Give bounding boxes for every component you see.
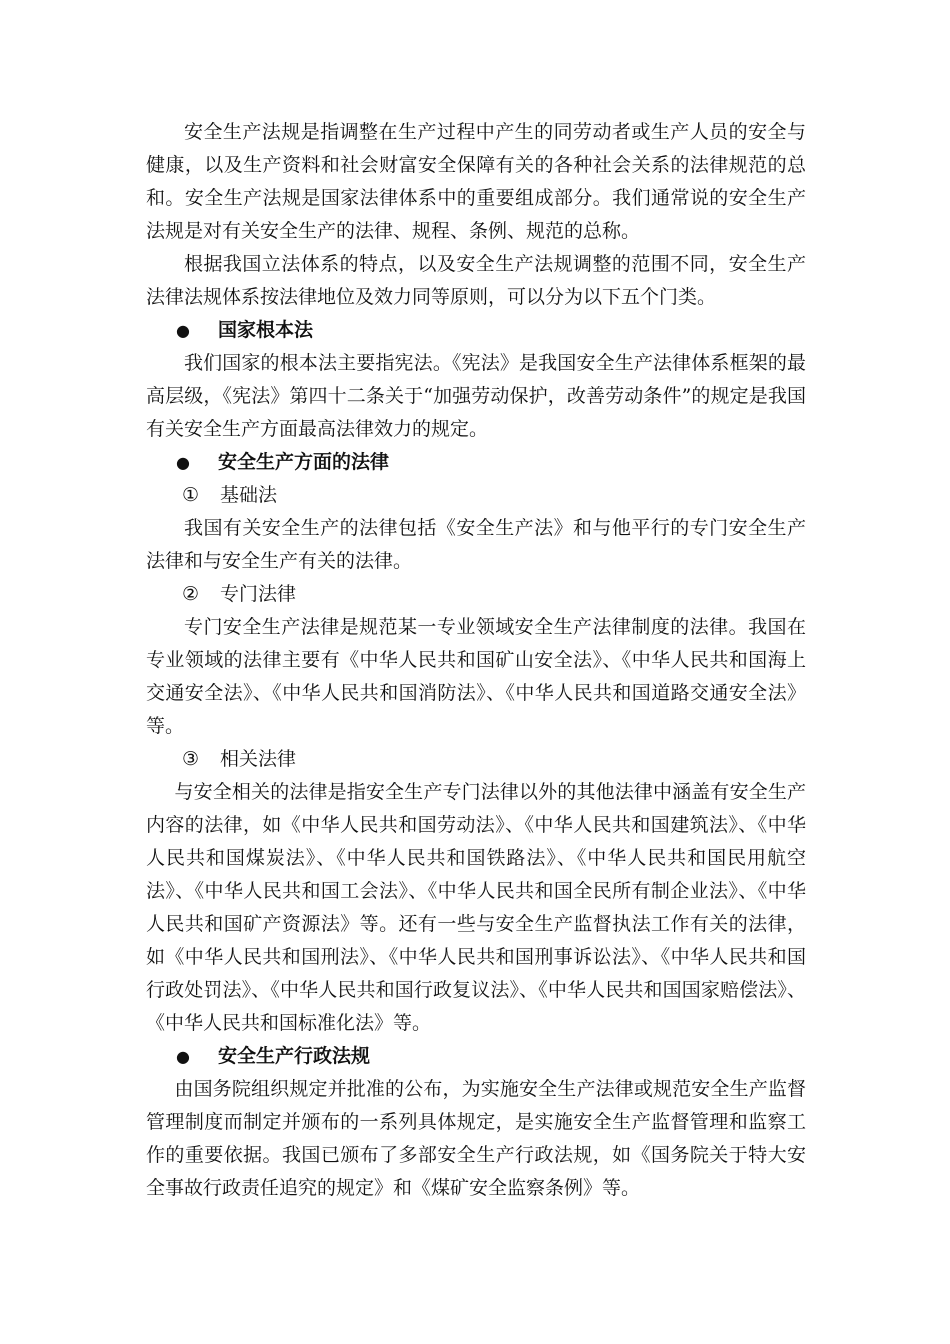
section-heading-constitution	[146, 314, 806, 347]
bullet-icon: ●	[176, 321, 190, 340]
subsection-title: 基础法	[220, 484, 278, 506]
related-law-paragraph: 与安全相关的法律是指安全生产专门法律以外的其他法律中涵盖有安全生产内容的法律，如《中华人民共和国劳动法》、《中华人民共和国建筑法》、《中华人民共和国煤炭法》、《中华人民共和国铁路法》、《中华人民共和国民用航空法》、《中华人民共和国工会法》、《中华人民共和国全民所有制企业法》、《中华人民共和国矿产资源法》等。还有一些与安全生产监督执法工作有关的法律，如《中华人民共和国刑法》、《中华人民共和国刑事诉讼法》、《中华人民共和国行政处罚法》、《中华人民共和国行政复议法》、《中华人民共和国国家赔偿法》、《中华人民共和国标准化法》等。	[146, 781, 806, 1034]
subsection-heading-basic-law	[146, 479, 806, 512]
basic-law-paragraph: 我国有关安全生产的法律包括《安全生产法》和与他平行的专门安全生产法律和与安全生产有关的法律。	[146, 517, 806, 572]
circled-number: ③	[182, 748, 200, 770]
bullet-icon: ●	[176, 453, 190, 472]
section-heading-admin-regulations	[146, 1040, 806, 1073]
circled-number: ①	[182, 484, 200, 506]
classification-paragraph: 根据我国立法体系的特点，以及安全生产法规调整的范围不同，安全生产法律法规体系按法律地位及效力同等原则，可以分为以下五个门类。	[146, 253, 806, 308]
section-title: 安全生产方面的法律	[218, 451, 390, 473]
subsection-heading-special-law	[146, 578, 806, 611]
section-heading-laws	[146, 446, 806, 479]
section-title: 国家根本法	[218, 319, 314, 341]
subsection-title: 专门法律	[220, 583, 297, 605]
document-body	[146, 116, 806, 1205]
admin-regulations-paragraph: 由国务院组织规定并批准的公布，为实施安全生产法律或规范安全生产监督管理制度而制定并颁布的一系列具体规定，是实施安全生产监督管理和监察工作的重要依据。我国已颁布了多部安全生产行政法规，如《国务院关于特大安全事故行政责任追究的规定》和《煤矿安全监察条例》等。	[146, 1078, 806, 1199]
special-law-paragraph: 专门安全生产法律是规范某一专业领域安全生产法律制度的法律。我国在专业领域的法律主要有《中华人民共和国矿山安全法》、《中华人民共和国海上交通安全法》、《中华人民共和国消防法》、《中华人民共和国道路交通安全法》等。	[146, 616, 806, 737]
constitution-paragraph: 我们国家的根本法主要指宪法。《宪法》是我国安全生产法律体系框架的最高层级，《宪法》第四十二条关于“加强劳动保护，改善劳动条件”的规定是我国有关安全生产方面最高法律效力的规定。	[146, 352, 806, 440]
intro-paragraph: 安全生产法规是指调整在生产过程中产生的同劳动者或生产人员的安全与健康，以及生产资料和社会财富安全保障有关的各种社会关系的法律规范的总和。安全生产法规是国家法律体系中的重要组成部分。我们通常说的安全生产法规是对有关安全生产的法律、规程、条例、规范的总称。	[146, 121, 806, 242]
subsection-heading-related-law	[146, 743, 806, 776]
circled-number: ②	[182, 583, 200, 605]
subsection-title: 相关法律	[220, 748, 297, 770]
bullet-icon: ●	[176, 1047, 190, 1066]
section-title: 安全生产行政法规	[218, 1045, 371, 1067]
